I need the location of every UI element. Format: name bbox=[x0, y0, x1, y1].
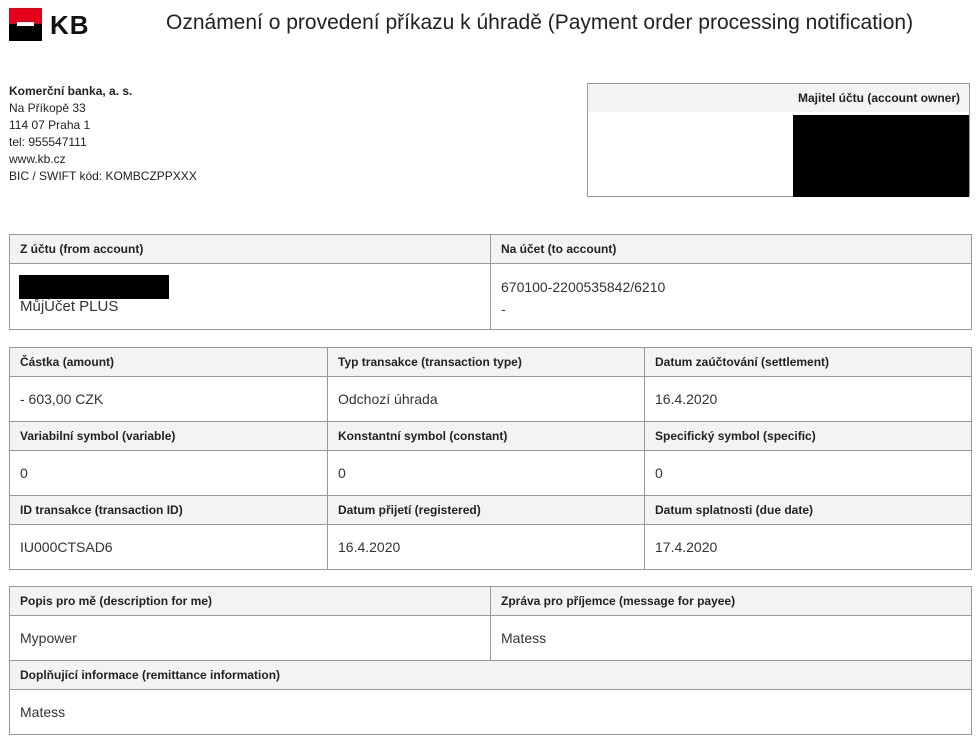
description-value: Mypower bbox=[20, 630, 77, 646]
amount-label: Částka (amount) bbox=[10, 348, 327, 376]
settlement-date-label: Datum zaúčtování (settlement) bbox=[645, 348, 971, 376]
logo-text: KB bbox=[50, 10, 90, 40]
remittance-info-value: Matess bbox=[20, 704, 66, 720]
bank-web: www.kb.cz bbox=[9, 152, 66, 166]
constant-symbol-value: 0 bbox=[338, 465, 346, 481]
page-title: Oznámení o provedení příkazu k úhradě (Payment order processing notification) bbox=[166, 11, 914, 34]
amount-value: - 603,00 CZK bbox=[20, 391, 104, 407]
due-date-label: Datum splatnosti (due date) bbox=[645, 496, 971, 524]
variable-symbol-value: 0 bbox=[20, 465, 28, 481]
redacted-owner-block bbox=[793, 115, 969, 197]
payee-message-value: Matess bbox=[501, 630, 547, 646]
account-owner-box bbox=[587, 83, 970, 197]
payee-message-label: Zpráva pro příjemce (message for payee) bbox=[491, 587, 971, 615]
bank-info bbox=[9, 83, 197, 185]
kb-logo-mark-icon bbox=[9, 8, 42, 41]
bank-bic: BIC / SWIFT kód: KOMBCZPPXXX bbox=[9, 169, 197, 183]
from-account-type: MůjÚčet PLUS bbox=[20, 298, 119, 315]
specific-symbol-value: 0 bbox=[655, 465, 663, 481]
remittance-info-label: Doplňující informace (remittance information) bbox=[10, 661, 971, 689]
registered-date-value: 16.4.2020 bbox=[338, 539, 401, 555]
to-account-label: Na účet (to account) bbox=[491, 235, 971, 263]
transaction-id-value: IU000CTSAD6 bbox=[20, 539, 113, 555]
messages-table bbox=[9, 586, 972, 735]
accounts-table bbox=[9, 234, 972, 330]
transaction-type-label: Typ transakce (transaction type) bbox=[328, 348, 644, 376]
redacted-from-account bbox=[19, 275, 169, 299]
description-label: Popis pro mě (description for me) bbox=[10, 587, 490, 615]
registered-date-label: Datum přijetí (registered) bbox=[328, 496, 644, 524]
bank-name: Komerční banka, a. s. bbox=[9, 84, 133, 98]
bank-phone: tel: 955547111 bbox=[9, 135, 87, 149]
bank-street: Na Příkopě 33 bbox=[9, 101, 86, 115]
bank-city: 114 07 Praha 1 bbox=[9, 118, 91, 132]
variable-symbol-label: Variabilní symbol (variable) bbox=[10, 422, 327, 450]
transaction-id-label: ID transakce (transaction ID) bbox=[10, 496, 327, 524]
due-date-value: 17.4.2020 bbox=[655, 539, 718, 555]
to-account-name: - bbox=[501, 301, 506, 317]
from-account-label: Z účtu (from account) bbox=[10, 235, 490, 263]
details-table bbox=[9, 347, 972, 570]
specific-symbol-label: Specifický symbol (specific) bbox=[645, 422, 971, 450]
account-owner-label: Majitel účtu (account owner) bbox=[588, 84, 969, 112]
transaction-type-value: Odchozí úhrada bbox=[338, 391, 438, 407]
kb-logo bbox=[9, 8, 99, 42]
constant-symbol-label: Konstantní symbol (constant) bbox=[328, 422, 644, 450]
to-account-number: 670100-2200535842/6210 bbox=[501, 279, 666, 295]
settlement-date-value: 16.4.2020 bbox=[655, 391, 718, 407]
